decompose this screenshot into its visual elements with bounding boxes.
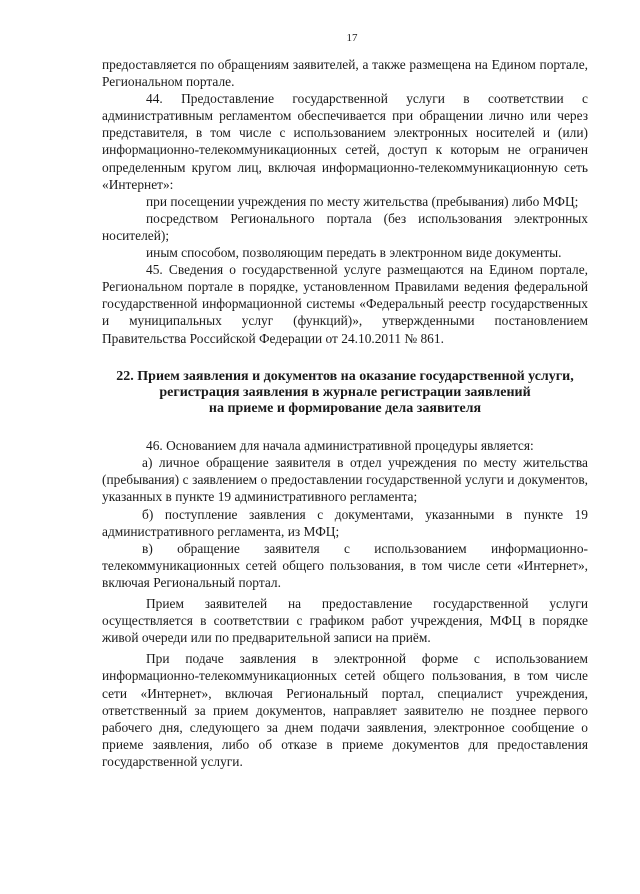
paragraph-electronic: При подаче заявления в электронной форме с использованием информационно-телекоммуникационных сетей общего пользования, в том числе сети «Интернет», включая Региональный портал, специалист учреждения, ответственный за прием документов, направляет заявителю не позднее первого рабочего дня, следующего за днем подачи заявления, электронное сообщение о приеме заявления, либо об отказе в приеме документов для предоставления государственной услуги. [102, 651, 588, 769]
section-heading-line-2: регистрация заявления в журнале регистрации заявлений [159, 384, 531, 400]
list-item-portal: посредством Регионального портала (без использования электронных носителей); [102, 210, 588, 243]
document-body-bottom [102, 437, 588, 770]
section-heading-line-3: на приеме и формирование дела заявителя [208, 401, 482, 416]
paragraph-reception: Прием заявителей на предоставление государственной услуги осуществляется в соответствии с графиком работ учреждения, МФЦ в порядке живой очереди или по предварительной записи на приём. [102, 596, 588, 646]
list-item-visit: при посещении учреждения по месту жительства (пребывания) либо МФЦ; [146, 193, 579, 209]
list-item-b: б) поступление заявления с документами, указанными в пункте 19 административного регламента, из МФЦ; [102, 506, 588, 539]
section-heading-line-1: 22. Прием заявления и документов на оказание государственной услуги, [116, 368, 574, 384]
list-item-v: в) обращение заявителя с использованием информационно-телекоммуникационных сетей общего пользования, в том числе сети «Интернет», включая Региональный портал. [102, 540, 588, 590]
list-item-other: иным способом, позволяющим передать в электронном виде документы. [146, 245, 562, 261]
document-body-top [102, 56, 588, 347]
page-number: 17 [346, 32, 358, 44]
paragraph-45: 45. Сведения о государственной услуге размещаются на Едином портале, Региональном портале в порядке, установленном Правилами ведения федеральной государственной информационной системы «Федеральный реестр государственных и муниципальных услуг (функций)», утвержденными постановлением Правительства Российской Федерации от 24.10.2011 № 861. [102, 262, 588, 346]
paragraph-continuation: предоставляется по обращениям заявителей, а также размещена на Едином портале, Региональном портале. [102, 57, 588, 90]
section-heading-22 [102, 369, 588, 418]
list-item-a: а) личное обращение заявителя в отдел учреждения по месту жительства (пребывания) с заявлением о предоставлении государственной услуги и документов, указанных в пункте 19 административного регламента; [102, 455, 588, 505]
paragraph-46: 46. Основанием для начала административной процедуры является: [146, 438, 534, 454]
paragraph-44: 44. Предоставление государственной услуги в соответствии с административным регламентом обеспечивается при обращении лично или через представителя, в том числе с использованием электронных носителей и (или) информационно-телекоммуникационных сетей, доступ к которым не ограничен определенным кругом лиц, включая информационно-телекоммуникационную сеть «Интернет»: [102, 91, 588, 192]
